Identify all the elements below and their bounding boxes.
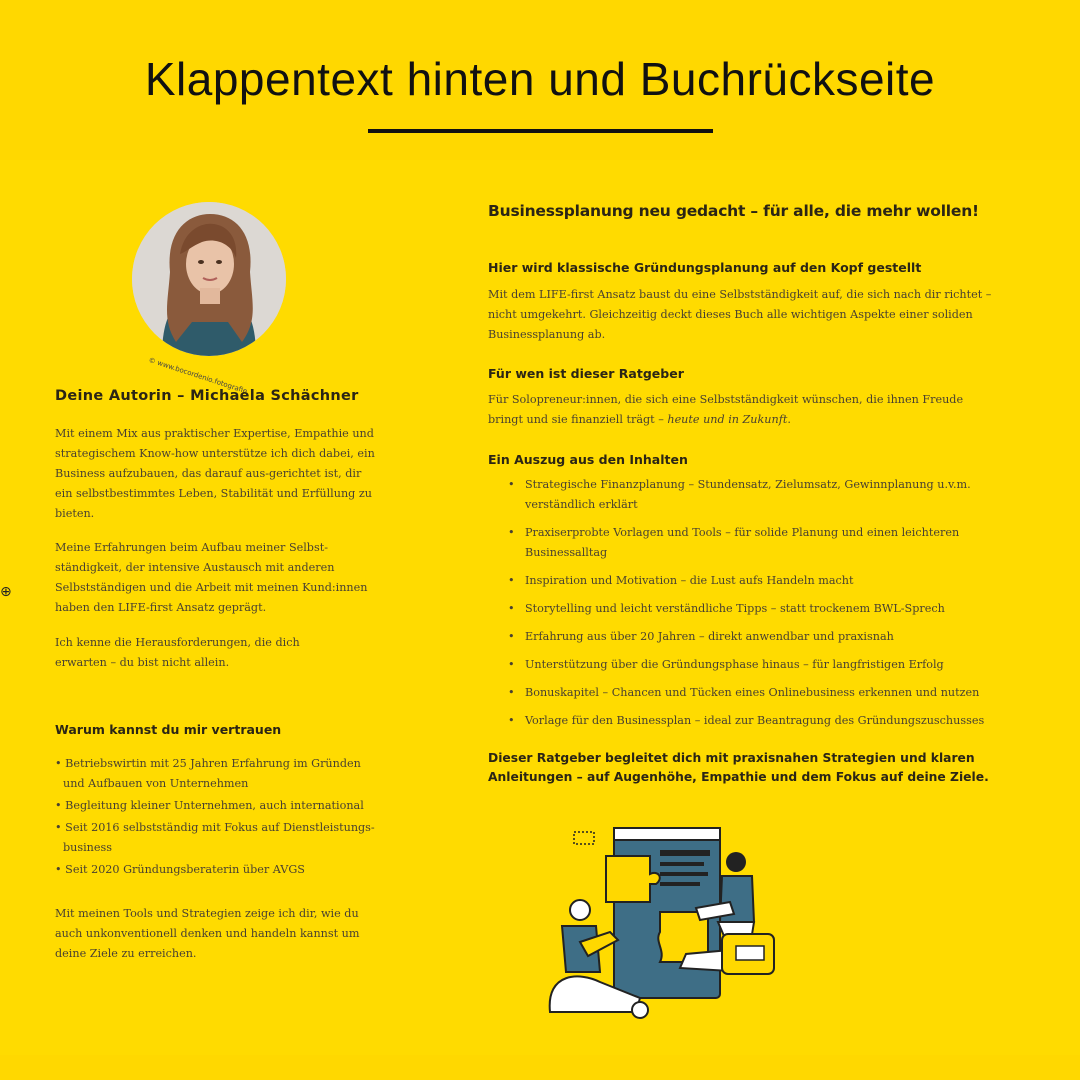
- list-item: • Erfahrung aus über 20 Jahren – direkt anwendbar und praxisnah: [508, 627, 988, 647]
- contents-list: [508, 475, 988, 739]
- book-closing: Dieser Ratgeber begleitet dich mit praxisnahen Strategien und klaren Anleitungen – auf Augenhöhe, Empathie und dem Fokus auf deine Ziele.: [488, 751, 989, 784]
- section1-text: Mit dem LIFE-first Ansatz baust du eine Selbstständigkeit auf, die sich nach dir richtet – nicht umgekehrt. Gleichzeitig deckt dieses Buch alle wichtigen Aspekte einer soliden Businessplanung ab.: [488, 288, 992, 341]
- trust-item-text: Seit 2016 selbstständig mit Fokus auf Dienstleistungs-business: [63, 821, 375, 854]
- author-paragraph-2: Meine Erfahrungen beim Aufbau meiner Selbst-ständigkeit, der intensive Austausch mit anderen Selbstständigen und die Arbeit mit meinen Kund:innen haben den LIFE-first Ansatz geprägt.: [55, 541, 368, 614]
- trust-item-text: Begleitung kleiner Unternehmen, auch international: [65, 799, 364, 812]
- section3-heading: Ein Auszug aus den Inhalten: [488, 452, 688, 467]
- list-item: • Seit 2020 Gründungsberaterin über AVGS: [55, 863, 305, 876]
- list-item: • Strategische Finanzplanung – Stundensatz, Zielumsatz, Gewinnplanung u.v.m. verständlich erklärt: [508, 475, 988, 515]
- list-item: • Storytelling und leicht verständliche Tipps – statt trockenem BWL-Sprech: [508, 599, 988, 619]
- section1-heading: Hier wird klassische Gründungsplanung auf den Kopf gestellt: [488, 260, 922, 275]
- section2-emphasis: heute und in Zukunft: [667, 413, 788, 426]
- list-item: • Unterstützung über die Gründungsphase hinaus – für langfristigen Erfolg: [508, 655, 988, 675]
- author-photo: [132, 202, 286, 356]
- list-item: • Seit 2016 selbstständig mit Fokus auf Dienstleistungs-business: [55, 821, 375, 854]
- author-closing: Mit meinen Tools und Strategien zeige ich dir, wie du auch unkonventionell denken und handeln kannst um deine Ziele zu erreichen.: [55, 907, 360, 960]
- list-item: • Begleitung kleiner Unternehmen, auch international: [55, 799, 364, 812]
- list-item: • Bonuskapitel – Chancen und Tücken eines Onlinebusiness erkennen und nutzen: [508, 683, 988, 703]
- trust-item-text: Betriebswirtin mit 25 Jahren Erfahrung im Gründen und Aufbauen von Unternehmen: [63, 757, 361, 790]
- trust-item-text: Seit 2020 Gründungsberaterin über AVGS: [65, 863, 305, 876]
- section2-text-main: Für Solopreneur:innen, die sich eine Selbstständigkeit wünschen, die ihnen Freude bringt und sie finanziell trägt –: [488, 393, 964, 426]
- author-paragraph-1: Mit einem Mix aus praktischer Expertise, Empathie und strategischem Know-how unterstütze ich dich dabei, ein Business aufzubauen, das darauf aus-gerichtet ist, dir ein selbstbestimmtes Leben, Stabilität und Erfüllung zu bieten.: [55, 427, 375, 520]
- page-title: Klappentext hinten und Buchrückseite: [144, 53, 936, 105]
- list-item: • Betriebswirtin mit 25 Jahren Erfahrung im Gründen und Aufbauen von Unternehmen: [55, 757, 361, 790]
- photo-credit: © www.bocordenio.fotografie: [147, 356, 249, 396]
- list-item: • Praxiserprobte Vorlagen und Tools – für solide Planung und einen leichteren Businessalltag: [508, 523, 988, 563]
- section2-text-end: .: [787, 413, 791, 426]
- book-main-heading: Businessplanung neu gedacht – für alle, die mehr wollen!: [488, 202, 979, 220]
- author-heading: Deine Autorin – Michaela Schächner: [55, 388, 359, 404]
- cursor-icon: ⊕: [0, 584, 12, 600]
- section2-text: [488, 390, 978, 430]
- list-item: • Vorlage für den Businessplan – ideal zur Beantragung des Gründungszuschusses: [508, 711, 988, 731]
- section2-heading: Für wen ist dieser Ratgeber: [488, 366, 684, 381]
- trust-heading: Warum kannst du mir vertrauen: [55, 722, 282, 737]
- author-paragraph-3: Ich kenne die Herausforderungen, die dich erwarten – du bist nicht allein.: [55, 636, 300, 669]
- trust-list: [55, 754, 375, 882]
- title-underline: [368, 129, 713, 133]
- illustration-teamwork: [540, 822, 780, 1022]
- list-item: • Inspiration und Motivation – die Lust aufs Handeln macht: [508, 571, 988, 591]
